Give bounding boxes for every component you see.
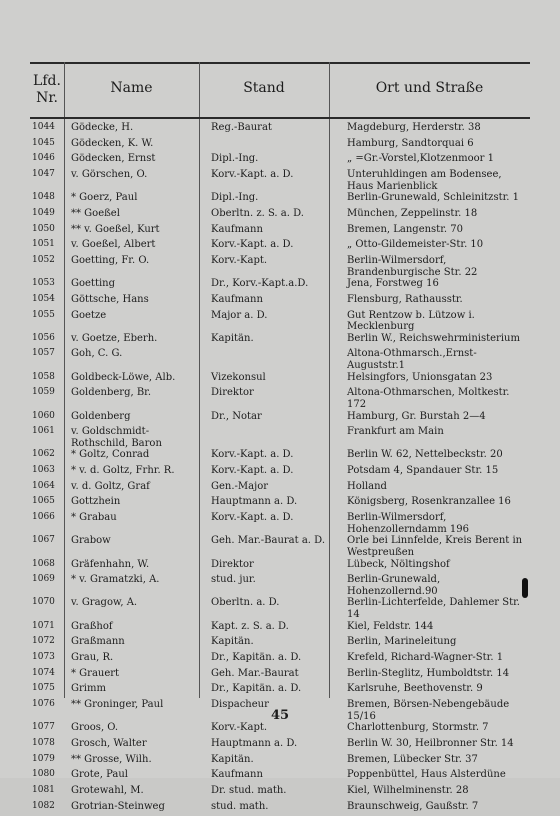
row-stand: Hauptmann a. D. xyxy=(211,737,298,749)
table-row xyxy=(30,449,530,465)
row-number: 1053 xyxy=(32,278,55,289)
row-stand: Dr., Kapitän. a. D. xyxy=(211,651,302,663)
row-ort: Königsberg, Rosenkranzallee 16 xyxy=(347,496,511,508)
row-name: Graßhof xyxy=(71,620,113,632)
row-stand: Kapitän. xyxy=(211,753,254,765)
row-name: ** Groninger, Paul xyxy=(71,699,164,710)
table-header xyxy=(30,70,530,114)
row-number: 1071 xyxy=(32,620,55,631)
row-number: 1078 xyxy=(32,737,55,748)
row-ort: Jena, Forstweg 16 xyxy=(347,278,439,290)
row-number: 1079 xyxy=(32,753,55,764)
row-number: 1073 xyxy=(32,651,55,662)
row-name: Groos, O. xyxy=(71,722,119,734)
row-ort: Berlin-Wilmersdorf, Brandenburgische Str. 22 xyxy=(347,255,478,278)
row-number: 1060 xyxy=(32,410,55,421)
row-stand: Dr. stud. math. xyxy=(211,784,287,796)
row-name: Grosch, Walter xyxy=(71,737,147,749)
table-row xyxy=(30,621,530,637)
row-ort: Berlin, Marineleitung xyxy=(347,636,457,648)
row-stand: Korv.-Kapt. xyxy=(211,722,268,734)
row-stand xyxy=(206,348,341,371)
table-row xyxy=(30,192,530,208)
row-name: Goetze xyxy=(71,309,107,321)
header-name: Name xyxy=(110,80,153,96)
row-stand: stud. math. xyxy=(211,800,269,812)
row-name: Gottzhein xyxy=(71,496,121,508)
row-ort: Hamburg, Sandtorquai 6 xyxy=(347,137,474,149)
header-ort: Ort und Straße xyxy=(375,80,484,96)
row-stand: Dr., Kapitän. a. D. xyxy=(211,683,302,695)
row-number: 1080 xyxy=(32,769,55,780)
row-name: Grabow xyxy=(71,535,111,547)
table-row xyxy=(30,738,530,754)
row-stand: Reg.-Baurat xyxy=(211,122,272,133)
row-ort: Flensburg, Rathausstr. xyxy=(347,293,463,305)
row-number: 1049 xyxy=(32,207,55,218)
row-number: 1054 xyxy=(32,293,55,304)
row-number: 1069 xyxy=(32,574,55,585)
top-rule xyxy=(30,62,530,64)
row-ort: Berlin-Grunewald, Schleinitzstr. 1 xyxy=(347,192,519,204)
row-stand: Dr., Notar xyxy=(211,410,262,422)
row-name: Goetting, Fr. O. xyxy=(71,255,150,266)
row-ort: Berlin W., Reichswehrministerium xyxy=(347,332,520,344)
row-name: Goh, C. G. xyxy=(71,348,123,360)
row-ort: Karlsruhe, Beethovenstr. 9 xyxy=(347,683,483,695)
row-name: v. d. Goltz, Graf xyxy=(71,480,150,492)
row-ort: Bremen, Langenstr. 70 xyxy=(347,223,463,235)
table-row xyxy=(30,387,530,410)
row-ort: Berlin-Steglitz, Humboldtstr. 14 xyxy=(347,667,510,679)
table-row xyxy=(30,652,530,668)
table-row xyxy=(30,574,530,597)
row-stand: Geh. Mar.-Baurat a. D. xyxy=(211,535,325,547)
row-number: 1059 xyxy=(32,387,55,398)
row-ort: Hamburg, Gr. Burstah 2—4 xyxy=(347,410,486,422)
row-name: Goldenberg xyxy=(71,410,131,422)
row-stand: Korv.-Kapt. a. D. xyxy=(211,239,294,251)
row-stand: Dipl.-Ing. xyxy=(211,192,259,204)
table-row xyxy=(30,465,530,481)
row-stand: Kaufmann xyxy=(211,769,263,781)
row-number: 1064 xyxy=(32,480,55,491)
row-ort: Helsingfors, Unionsgatan 23 xyxy=(347,371,493,383)
table-row xyxy=(30,239,530,255)
table-row xyxy=(30,754,530,770)
row-ort: Berlin-Lichterfelde, Dahlemer Str. 14 xyxy=(347,597,520,620)
row-name: * v. Gramatzki, A. xyxy=(71,574,160,586)
row-name: * Grabau xyxy=(71,512,117,524)
row-number: 1063 xyxy=(32,465,55,476)
row-stand xyxy=(206,138,341,154)
row-name: Göttsche, Hans xyxy=(71,293,149,305)
row-ort: Charlottenburg, Stormstr. 7 xyxy=(347,722,489,734)
table-row xyxy=(30,208,530,224)
row-ort: Berlin-Grunewald, Hohenzollernd.90 xyxy=(347,574,441,597)
row-number: 1044 xyxy=(32,122,55,132)
row-number: 1068 xyxy=(32,558,55,569)
table-row xyxy=(30,801,530,816)
row-stand: Direktor xyxy=(211,387,254,399)
row-name: Grau, R. xyxy=(71,651,114,663)
row-name: Goldbeck-Löwe, Alb. xyxy=(71,371,176,383)
table-row xyxy=(30,411,530,427)
row-number: 1075 xyxy=(32,683,55,694)
table-row xyxy=(30,224,530,240)
row-stand: Oberltn. a. D. xyxy=(211,597,280,609)
row-stand: Gen.-Major xyxy=(211,480,269,492)
row-stand: Kapitän. xyxy=(211,332,254,344)
row-number: 1055 xyxy=(32,309,55,320)
row-ort: Berlin W. 30, Heilbronner Str. 14 xyxy=(347,737,514,749)
table-row xyxy=(30,722,530,738)
table-row xyxy=(30,153,530,169)
row-number: 1067 xyxy=(32,535,55,546)
row-number: 1052 xyxy=(32,255,55,265)
row-ort: Bremen, Börsen-Nebengebäude 15/16 xyxy=(347,699,510,722)
row-name: Grotewahl, M. xyxy=(71,784,144,796)
row-ort: Orle bei Linnfelde, Kreis Berent in Westpreußen xyxy=(347,535,523,558)
row-ort: Holland xyxy=(347,480,387,492)
row-number: 1048 xyxy=(32,192,55,203)
row-name: Graßmann xyxy=(71,636,125,648)
table-row xyxy=(30,769,530,785)
table-row xyxy=(30,481,530,497)
row-stand: Dispacheur xyxy=(211,699,269,710)
row-stand: Korv.-Kapt. a. D. xyxy=(211,449,294,461)
row-ort: „ =Gr.-Vorstel,Klotzenmoor 1 xyxy=(347,153,494,165)
table-row xyxy=(30,122,530,138)
row-stand: Kaufmann xyxy=(211,293,263,305)
row-number: 1072 xyxy=(32,636,55,647)
row-ort: „ Otto-Gildemeister-Str. 10 xyxy=(347,239,484,251)
row-number: 1056 xyxy=(32,332,55,343)
row-name: * Grauert xyxy=(71,667,120,679)
row-ort: Kiel, Feldstr. 144 xyxy=(347,620,434,632)
row-number: 1050 xyxy=(32,223,55,234)
row-name: v. Görschen, O. xyxy=(71,169,148,181)
row-stand: Geh. Mar.-Baurat xyxy=(211,667,299,679)
row-stand: Kaufmann xyxy=(211,223,263,235)
row-stand xyxy=(206,426,341,449)
row-stand: stud. jur. xyxy=(211,574,256,586)
row-ort: Berlin W. 62, Nettelbeckstr. 20 xyxy=(347,449,503,461)
row-number: 1066 xyxy=(32,512,55,523)
table-row xyxy=(30,496,530,512)
row-stand: Korv.-Kapt. xyxy=(211,255,268,266)
row-ort: Potsdam 4, Spandauer Str. 15 xyxy=(347,465,499,477)
table-row xyxy=(30,255,530,278)
row-name: Grotrian-Steinweg xyxy=(71,800,165,812)
row-name: v. Goetze, Eberh. xyxy=(71,332,158,344)
row-number: 1062 xyxy=(32,449,55,460)
row-name: Gödecken, Ernst xyxy=(71,153,156,165)
table-row xyxy=(30,597,530,620)
row-name: Gräfenhahn, W. xyxy=(71,558,150,570)
table-row xyxy=(30,348,530,371)
table-row xyxy=(30,138,530,154)
row-number: 1058 xyxy=(32,371,55,382)
page-number: 45 xyxy=(270,708,290,723)
table-row xyxy=(30,785,530,801)
row-name: Grote, Paul xyxy=(71,769,128,781)
row-name: ** Grosse, Wilh. xyxy=(71,753,152,765)
table-row xyxy=(30,310,530,333)
row-stand: Kapt. z. S. a. D. xyxy=(211,620,289,632)
table-row xyxy=(30,636,530,652)
row-number: 1065 xyxy=(32,496,55,507)
table-row xyxy=(30,668,530,684)
row-name: ** v. Goeßel, Kurt xyxy=(71,223,160,235)
row-number: 1077 xyxy=(32,722,55,733)
row-ort: Altona-Othmarschen, Moltkestr. 172 xyxy=(347,387,510,410)
row-name: * Goerz, Paul xyxy=(71,192,138,204)
row-number: 1051 xyxy=(32,239,55,250)
row-stand: Oberltn. z. S. a. D. xyxy=(211,207,304,219)
row-stand: Direktor xyxy=(211,558,254,570)
row-stand: Korv.-Kapt. a. D. xyxy=(211,169,294,181)
table-row xyxy=(30,426,530,449)
row-name: Goldenberg, Br. xyxy=(71,387,152,399)
row-ort: Gut Rentzow b. Lützow i. Mecklenburg xyxy=(347,309,475,333)
table-row xyxy=(30,372,530,388)
row-ort: Magdeburg, Herderstr. 38 xyxy=(347,122,481,133)
row-ort: Bremen, Lübecker Str. 37 xyxy=(347,753,478,765)
row-number: 1047 xyxy=(32,169,55,180)
row-name: Gödecke, H. xyxy=(71,122,134,133)
row-stand: Hauptmann a. D. xyxy=(211,496,298,508)
row-ort: Krefeld, Richard-Wagner-Str. 1 xyxy=(347,651,504,663)
row-number: 1070 xyxy=(32,597,55,608)
row-number: 1074 xyxy=(32,667,55,678)
table-row xyxy=(30,535,530,558)
row-stand: Major a. D. xyxy=(211,309,268,321)
row-stand: Dr., Korv.-Kapt.a.D. xyxy=(211,278,309,290)
row-ort: Lübeck, Nöltingshof xyxy=(347,558,450,570)
row-name: * Goltz, Conrad xyxy=(71,449,150,461)
row-number: 1045 xyxy=(32,137,55,148)
row-ort: Poppenbüttel, Haus Alsterdüne xyxy=(347,769,506,781)
row-number: 1076 xyxy=(32,699,55,709)
row-name: Goetting xyxy=(71,278,116,290)
row-ort: München, Zeppelinstr. 18 xyxy=(347,207,478,219)
header-stand: Stand xyxy=(243,80,285,96)
row-name: * v. d. Goltz, Frhr. R. xyxy=(71,465,175,477)
row-number: 1057 xyxy=(32,348,55,359)
row-ort: Braunschweig, Gaußstr. 7 xyxy=(347,800,479,812)
row-name: ** Goeßel xyxy=(71,207,120,219)
row-number: 1082 xyxy=(32,800,55,811)
row-ort: Frankfurt am Main xyxy=(347,426,444,438)
row-number: 1061 xyxy=(32,426,55,437)
row-name: v. Goldschmidt-Rothschild, Baron xyxy=(71,426,162,449)
row-name: Grimm xyxy=(71,683,106,695)
table-row xyxy=(30,559,530,575)
table-row xyxy=(30,294,530,310)
row-ort: Berlin-Wilmersdorf, Hohenzollerndamm 196 xyxy=(347,512,469,535)
table-row xyxy=(30,169,530,192)
header-rule xyxy=(30,117,530,119)
row-stand: Vizekonsul xyxy=(211,371,266,383)
row-number: 1081 xyxy=(32,784,55,795)
row-name: v. Gragow, A. xyxy=(71,597,138,609)
row-ort: Kiel, Wilhelminenstr. 28 xyxy=(347,784,469,796)
table-row xyxy=(30,333,530,349)
row-stand: Kapitän. xyxy=(211,636,254,648)
row-name: v. Goeßel, Albert xyxy=(71,239,156,251)
row-ort: Altona-Othmarsch.,Ernst-Auguststr.1 xyxy=(347,348,477,372)
row-ort: Unteruhldingen am Bodensee, Haus Marienblick xyxy=(347,169,502,192)
row-name: Gödecken, K. W. xyxy=(71,137,154,149)
row-number: 1046 xyxy=(32,153,55,164)
row-stand: Korv.-Kapt. a. D. xyxy=(211,465,294,477)
ink-blot xyxy=(522,578,528,598)
table-row xyxy=(30,512,530,535)
table-row xyxy=(30,683,530,699)
row-stand: Dipl.-Ing. xyxy=(211,153,259,165)
table-row xyxy=(30,278,530,294)
row-stand: Korv.-Kapt. a. D. xyxy=(211,512,294,524)
header-nr: Lfd. Nr. xyxy=(33,73,61,106)
